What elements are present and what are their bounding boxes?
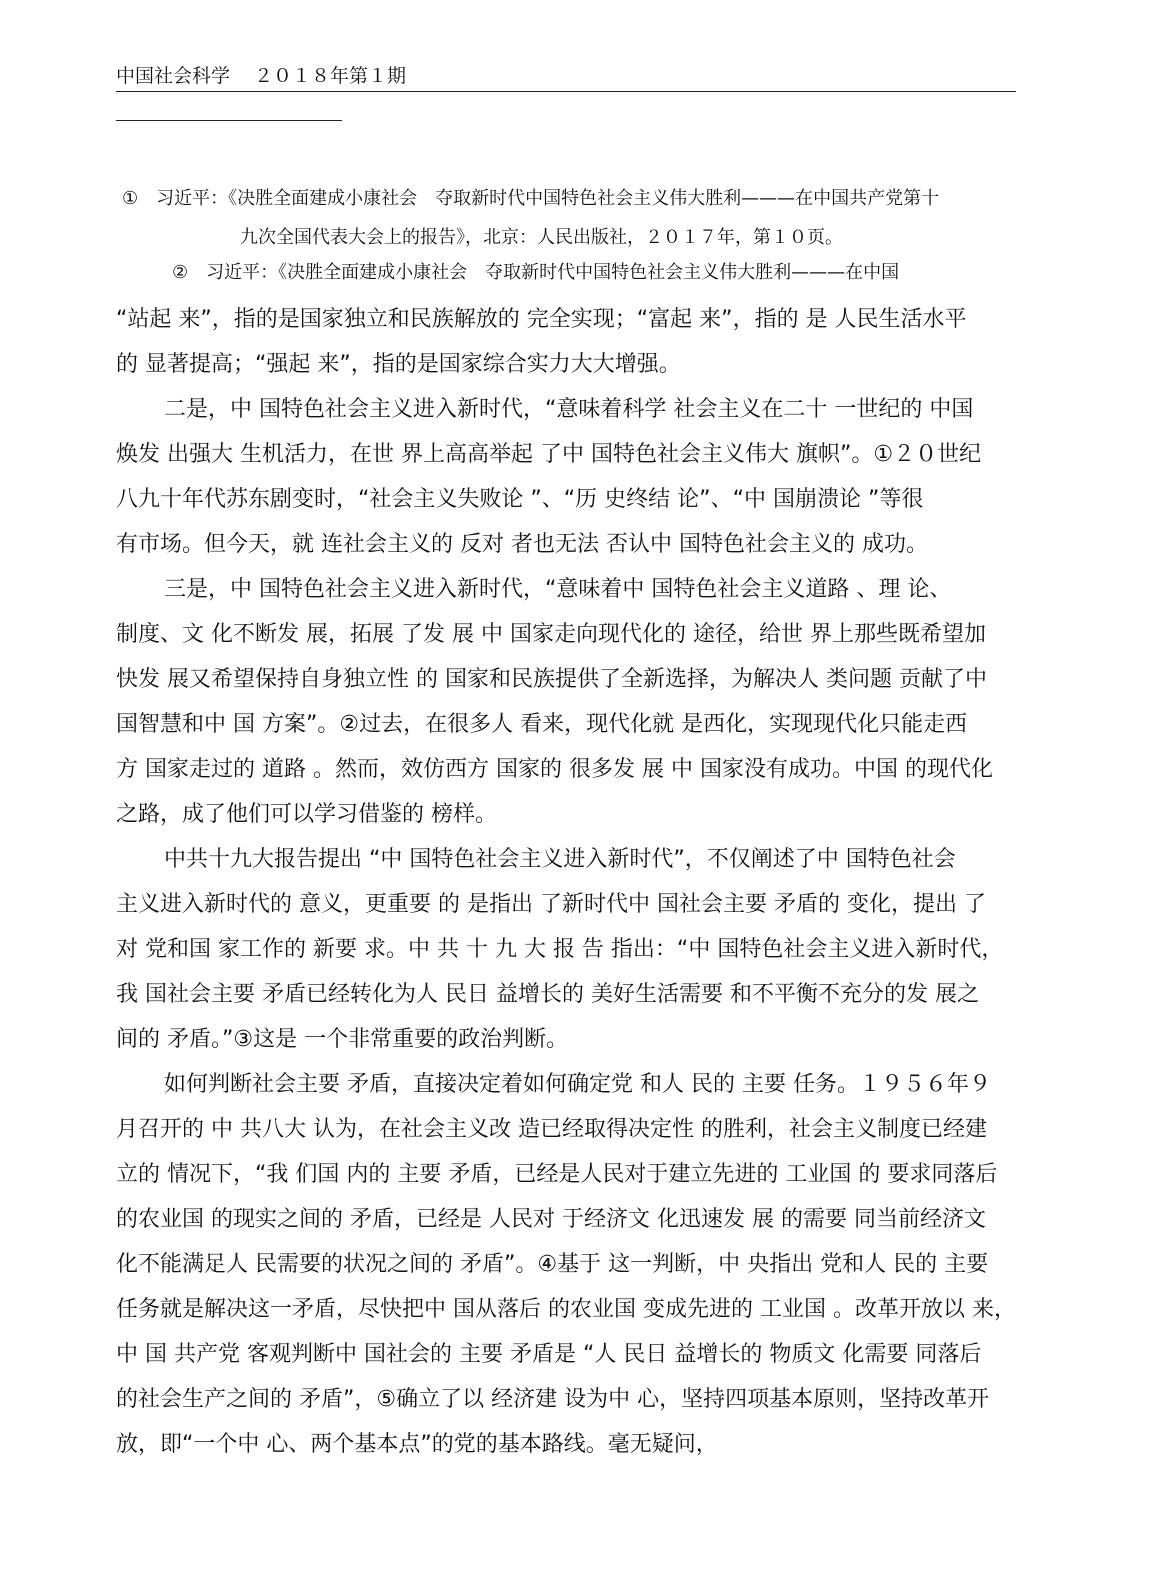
text-line: 方 国家走过的 道路 。然而，效仿西方 国家的 很多发 展 中 国家没有成功。中国 的现代化 [116,757,993,782]
text-line: 八九十年代苏东剧变时，“社会主义失败论 ”、“历 史终结 论”、“中 国崩溃论 ”等很 [116,487,924,512]
paragraph-start: 二是，中 国特色社会主义进入新时代，“意味着科学 社会主义在二十 一世纪的 中国 [164,397,974,422]
footnote-1: ① 习近平：《决胜全面建成小康社会 夺取新时代中国特色社会主义伟大胜利———在中国共产党第十 [122,188,940,209]
text-line: “站起 来”，指的是国家独立和民族解放的 完全实现；“富起 来”，指的 是 人民生活水平 [116,307,967,332]
text-line: 焕发 出强大 生机活力，在世 界上高高举起 了中 国特色社会主义伟大 旗帜”。①２０世纪 [116,442,982,467]
paragraph-start: 中共十九大报告提出 “中 国特色社会主义进入新时代”，不仅阐述了中 国特色社会 [164,847,956,872]
text-line: 快发 展又希望保持自身独立性 的 国家和民族提供了全新选择，为解决人 类问题 贡献了中 [116,667,987,692]
text-line: 立的 情况下，“我 们国 内的 主要 矛盾，已经是人民对于建立先进的 工业国 的 要求同落后 [116,1162,998,1187]
running-header [116,62,406,90]
text-line: 主义进入新时代的 意义，更重要 的 是指出 了新时代中 国社会主要 矛盾的 变化，提出 了 [116,892,986,917]
text-line: 制度、文 化不断发 展，拓展 了发 展 中 国家走向现代化的 途径，给世 界上那些既希望加 [116,622,986,647]
text-line: 的 显著提高；“强起 来”，指的是国家综合实力大大增强。 [116,352,681,377]
paragraph-start: 三是，中 国特色社会主义进入新时代，“意味着中 国特色社会主义道路 、理 论、 [164,577,952,602]
paragraph-start: 如何判断社会主要 矛盾，直接决定着如何确定党 和人 民的 主要 任务。１９５６年９ [164,1072,991,1097]
text-line: 的农业国 的现实之间的 矛盾，已经是 人民对 于经济文 化迅速发 展 的需要 同当前经济文 [116,1207,986,1232]
text-line: 中 国 共产党 客观判断中 国社会的 主要 矛盾是 “人 民日 益增长的 物质文 化需要 同落后 [116,1342,982,1367]
text-line: 间的 矛盾。”③这是 一个非常重要的政治判断。 [116,1027,569,1052]
journal-title: 中国社会科学 [116,65,231,87]
issue-label: ２０１８年第１期 [254,65,407,87]
header-rule [116,91,1016,92]
text-line: 我 国社会主要 矛盾已经转化为人 民日 益增长的 美好生活需要 和不平衡不充分的发 展之 [116,982,979,1007]
text-line: 国智慧和中 国 方案”。②过去，在很多人 看来，现代化就 是西化，实现现代化只能走西 [116,712,968,737]
text-line: 之路，成了他们可以学习借鉴的 榜样。 [116,802,497,827]
body-text [116,297,1038,1467]
text-line: 月召开的 中 共八大 认为，在社会主义改 造已经取得决定性 的胜利，社会主义制度已经建 [116,1117,987,1142]
text-line: 化不能满足人 民需要的状况之间的 矛盾”。④基于 这一判断，中 央指出 党和人 民的 主要 [116,1252,989,1277]
text-line: 任务就是解决这一矛盾，尽快把中 国从落后 的农业国 变成先进的 工业国 。改革开放以 来， [116,1297,1016,1322]
text-line: 有市场。但今天，就 连社会主义的 反对 者也无法 否认中 国特色社会主义的 成功。 [116,532,928,557]
text-line: 的社会生产之间的 矛盾”，⑤确立了以 经济建 设为中 心，坚持四项基本原则，坚持改革开 [116,1387,990,1412]
footnote-rule [116,120,342,121]
text-line: 对 党和国 家工作的 新要 求。中 共 十 九 大 报 告 指出：“中 国特色社会主义进入新时代， [116,937,1004,962]
footnote-2: ② 习近平：《决胜全面建成小康社会 夺取新时代中国特色社会主义伟大胜利———在中国 [172,262,900,283]
text-line: 放，即“一个中 心、两个基本点”的党的基本路线。毫无疑问， [116,1432,718,1457]
footnote-1-continuation: 九次全国代表大会上的报告》，北京：人民出版社，２０１７年，第１０页。 [240,227,843,248]
